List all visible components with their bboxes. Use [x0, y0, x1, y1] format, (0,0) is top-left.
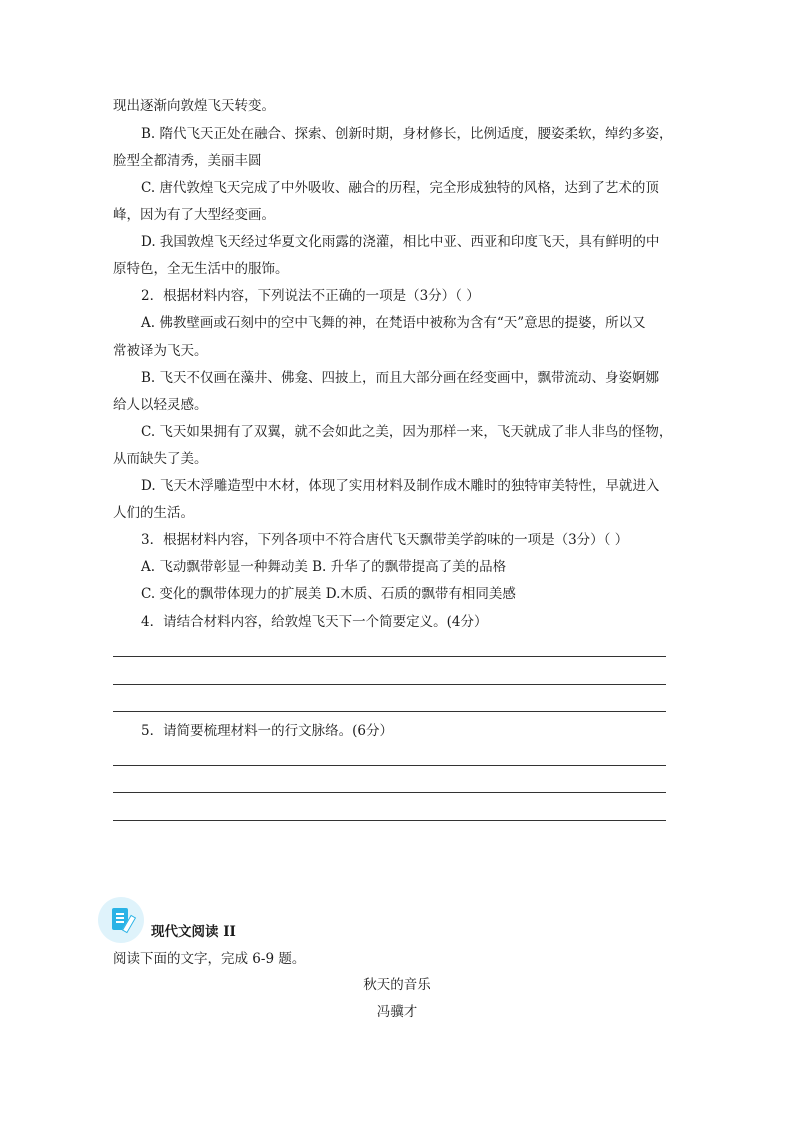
section-title: 现代文阅读 II: [151, 924, 236, 940]
answer-line: [113, 656, 666, 657]
option-c-line: C. 飞天如果拥有了双翼，就不会如此之美，因为那样一来，飞天就成了非人非鸟的怪物，: [141, 424, 673, 440]
answer-line: [113, 765, 666, 766]
question-5: 5．请简要梳理材料一的行文脉络。(6分）: [141, 723, 393, 739]
answer-line: [113, 684, 666, 685]
article-title: 秋天的音乐: [363, 977, 431, 993]
options-ab-line: A. 飞动飘带彰显一种舞动美 B. 升华了的飘带提高了美的品格: [141, 559, 507, 575]
text-line: 人们的生活。: [113, 505, 194, 521]
question-4: 4．请结合材料内容，给敦煌飞天下一个简要定义。(4分）: [141, 614, 488, 630]
text-line: 现出逐渐向敦煌飞天转变。: [113, 98, 275, 114]
options-cd-line: C. 变化的飘带体现力的扩展美 D.木质、石质的飘带有相同美感: [141, 586, 516, 602]
text-line: 给人以轻灵感。: [113, 397, 208, 413]
answer-line: [113, 711, 666, 712]
option-b-line: B. 隋代飞天正处在融合、探索、创新时期，身材修长，比例适度，腰姿柔软，绰约多姿，: [141, 126, 673, 142]
question-2: 2．根据材料内容，下列说法不正确的一项是（3分）（ ）: [141, 288, 480, 304]
text-line: 从而缺失了美。: [113, 451, 208, 467]
answer-line: [113, 792, 666, 793]
text-line: 常被译为飞天。: [113, 343, 208, 359]
book-pencil-icon: [98, 897, 144, 943]
option-b-line: B. 飞天不仅画在藻井、佛龛、四披上，而且大部分画在经变画中，飘带流动、身姿婀娜: [141, 370, 660, 386]
question-3: 3．根据材料内容，下列各项中不符合唐代飞天飘带美学韵味的一项是（3分）（ ）: [141, 532, 629, 548]
section-instruction: 阅读下面的文字，完成 6-9 题。: [113, 951, 306, 967]
text-line: 原特色，全无生活中的服饰。: [113, 261, 289, 277]
text-line: 峰，因为有了大型经变画。: [113, 207, 275, 223]
option-d-line: D. 我国敦煌飞天经过华夏文化雨露的浇灌，相比中亚、西亚和印度飞天，具有鲜明的中: [141, 234, 660, 250]
option-d-line: D. 飞天木浮雕造型中木材，体现了实用材料及制作成木雕时的独特审美特性，早就进入: [141, 478, 660, 494]
option-c-line: C. 唐代敦煌飞天完成了中外吸收、融合的历程，完全形成独特的风格，达到了艺术的顶: [141, 180, 659, 196]
article-author: 冯骥才: [376, 1004, 418, 1020]
option-a-line: A. 佛教壁画或石刻中的空中飞舞的神，在梵语中被称为含有“天”意思的提婆，所以又: [141, 315, 646, 331]
text-line: 脸型全都清秀，美丽丰圆: [113, 153, 262, 169]
answer-line: [113, 820, 666, 821]
